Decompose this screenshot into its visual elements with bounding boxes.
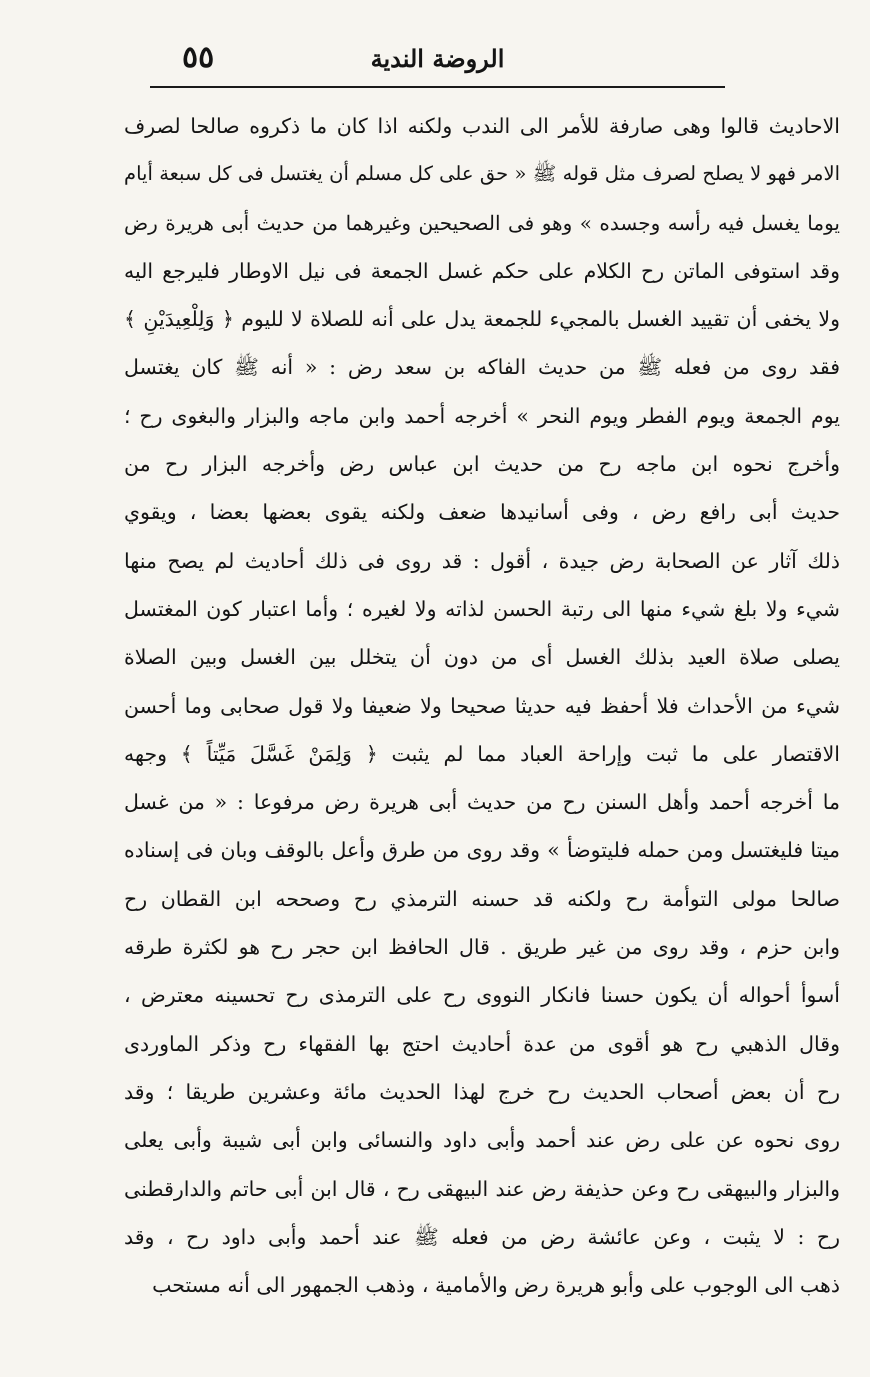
text-line: حديث أبى رافع رض ، وفى أسانيدها ضعف ولكنه يقوى بعضها بعضا ، ويقوي	[124, 500, 840, 525]
text-line: فقد روى من فعله ﷺ من حديث الفاكه بن سعد رض : « أنه ﷺ كان يغتسل	[124, 355, 840, 380]
text-line: رح : لا يثبت ، وعن عائشة رض من فعله ﷺ عند أحمد وأبى داود رح ، وقد	[124, 1224, 840, 1249]
page-header	[150, 38, 725, 88]
text-line: الامر فهو لا يصلح لصرف مثل قوله ﷺ « حق على كل مسلم أن يغتسل فى كل سبعة أيام	[124, 162, 840, 186]
text-line: ميتا فليغتسل ومن حمله فليتوضأ » وقد روى من طرق وأعل بالوقف وبان فى إسناده	[124, 838, 840, 863]
text-line: شيء ولا بلغ شيء منها الى رتبة الحسن لذاته ولا لغيره ؛ وأما اعتبار كون المغتسل	[124, 596, 840, 621]
running-title: الروضة الندية	[370, 44, 505, 73]
text-line: شيء من الأحداث فلا أحفظ فيه حديثا صحيحا ولا ضعيفا ولا قول صحابى وما أحسن	[124, 693, 840, 718]
text-line: وابن حزم ، وقد روى من غير طريق . قال الحافظ ابن حجر رح هو لكثرة طرقه	[124, 935, 840, 960]
text-line: ولا يخفى أن تقييد الغسل بالمجيء للجمعة يدل على أنه للصلاة لا لليوم ﴿ وَلِلْعِيدَيْنِ ﴾	[124, 307, 840, 332]
text-line: يصلى صلاة العيد بذلك الغسل أى من دون أن يتخلل بين الغسل وبين الصلاة	[124, 645, 840, 670]
text-line: روى نحوه عن على رض عند أحمد وأبى داود والنسائى وابن أبى شيبة وأبى يعلى	[124, 1128, 840, 1153]
text-line: أسوأ أحواله أن يكون حسنا فانكار النووى رح على الترمذى رح تحسينه معترض ،	[124, 983, 840, 1008]
text-line: رح أن بعض أصحاب الحديث رح خرج لهذا الحديث مائة وعشرين طريقا ؛ وقد	[124, 1079, 840, 1104]
text-line: يوم الجمعة ويوم الفطر ويوم النحر » أخرجه أحمد وابن ماجه والبزار والبغوى رح ؛	[124, 403, 840, 428]
text-line: وقال الذهبي رح هو أقوى من عدة أحاديث احتج بها الفقهاء رح وذكر الماوردى	[124, 1031, 840, 1056]
header-rule	[150, 86, 725, 88]
text-line: وأخرج نحوه ابن ماجه رح من حديث ابن عباس رض وأخرجه البزار رح من	[124, 452, 840, 477]
text-line: الاحاديث قالوا وهى صارفة للأمر الى الندب ولكنه اذا كان ما ذكروه صالحا لصرف	[124, 114, 840, 138]
text-line: ذلك آثار عن الصحابة رض جيدة ، أقول : قد روى فى ذلك أحاديث لم يصح منها	[124, 548, 840, 573]
page-number: ٥٥	[182, 40, 215, 75]
body-text	[124, 102, 840, 1309]
text-line: صالحا مولى التوأمة رح ولكنه قد حسنه الترمذي رح وصححه ابن القطان رح	[124, 886, 840, 911]
text-line: ما أخرجه أحمد وأهل السنن رح من حديث أبى هريرة رض مرفوعا : « من غسل	[124, 790, 840, 815]
text-line: يوما يغسل فيه رأسه وجسده » وهو فى الصحيحين وغيرهما من حديث أبى هريرة رض	[124, 210, 840, 235]
text-line: والبزار والبيهقى رح وعن حذيفة رض عند البيهقى رح ، قال ابن أبى حاتم والدارقطنى	[124, 1176, 840, 1201]
text-line: وقد استوفى الماتن رح الكلام على حكم غسل الجمعة فى نيل الاوطار فليرجع اليه	[124, 258, 840, 283]
text-line: الاقتصار على ما ثبت وإراحة العباد مما لم يثبت ﴿ وَلِمَنْ غَسَّلَ مَيِّتاً ﴾ وجهه	[124, 741, 840, 766]
text-line: ذهب الى الوجوب على وأبو هريرة رض والأمامية ، وذهب الجمهور الى أنه مستحب	[152, 1273, 840, 1298]
